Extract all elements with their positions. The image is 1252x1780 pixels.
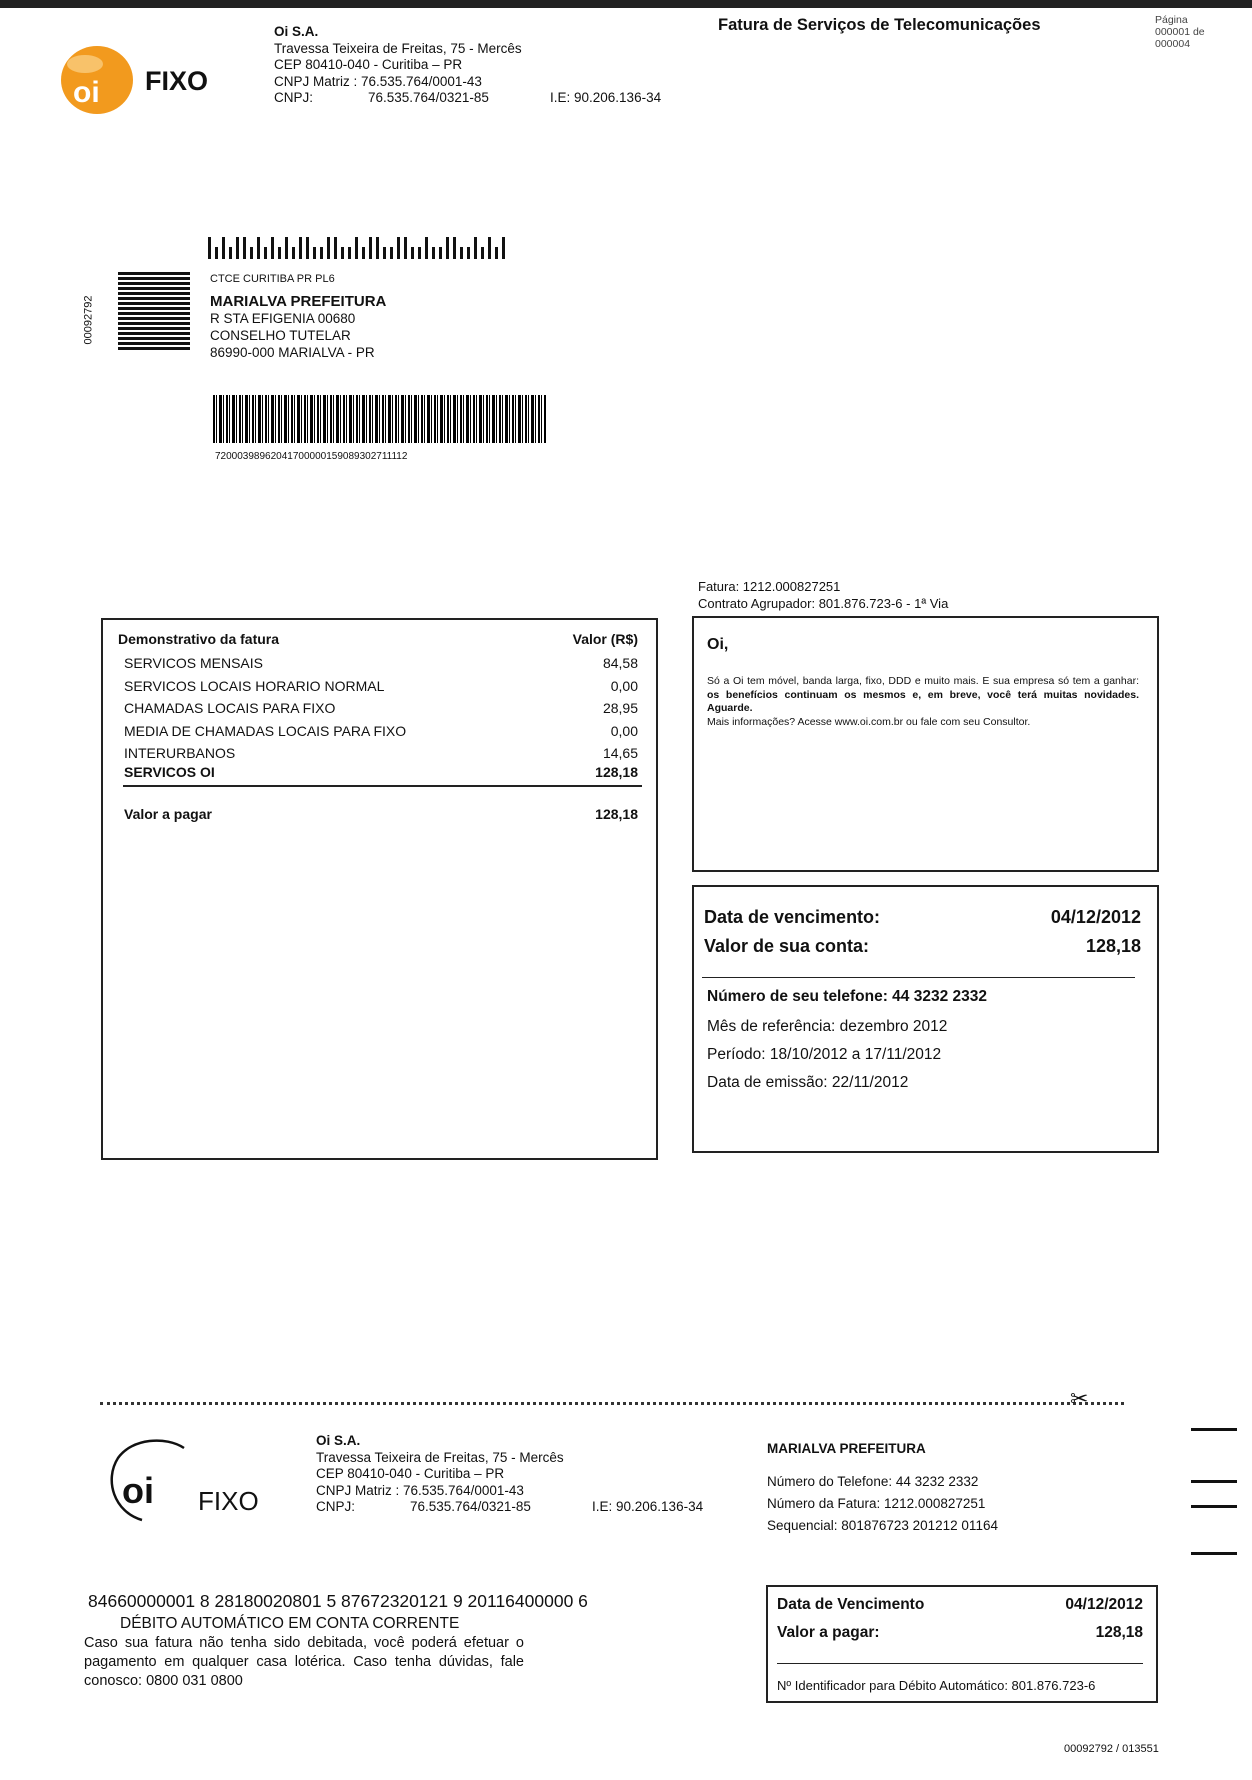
stub-issuer-cep: CEP 80410-040 - Curitiba – PR bbox=[316, 1466, 505, 1481]
statement-divider bbox=[123, 785, 642, 787]
statement-total-value: 128,18 bbox=[595, 764, 638, 780]
issuer-block bbox=[274, 24, 662, 107]
stub-issuer-cnpj-label: CNPJ: bbox=[316, 1499, 356, 1514]
statement-title: Demonstrativo da fatura bbox=[118, 631, 280, 647]
statement-row-value: 14,65 bbox=[602, 745, 638, 761]
recipient-street: R STA EFIGENIA 00680 bbox=[210, 311, 356, 326]
statement-row-value: 84,58 bbox=[602, 655, 638, 671]
stub-margin-marks bbox=[1191, 1428, 1237, 1555]
message-body bbox=[707, 675, 1139, 729]
statement-total-label: SERVICOS OI bbox=[124, 764, 215, 780]
phone-number: Número de seu telefone: 44 3232 2332 bbox=[707, 988, 987, 1005]
top-border bbox=[0, 0, 1252, 8]
sorting-code-mark bbox=[118, 272, 190, 350]
stub-invoice-number: Número da Fatura: 1212.000827251 bbox=[767, 1496, 986, 1511]
invoice-info bbox=[698, 578, 948, 612]
stub-debit-id: Nº Identificador para Débito Automático: 801.876.723-6 bbox=[777, 1678, 1096, 1693]
message-highlight: os benefícios continuam os mesmos e, em breve, você terá muitas novidades. Aguarde. bbox=[707, 688, 1139, 714]
scissors-icon: ✂ bbox=[1070, 1386, 1089, 1411]
stub-digit-line: 84660000001 8 28180020801 5 87672320121 9 20116400000 6 bbox=[88, 1591, 588, 1611]
stub-issuer-block bbox=[316, 1433, 704, 1516]
brand-fixo: FIXO bbox=[145, 66, 209, 96]
side-code: 00092792 bbox=[82, 295, 95, 345]
stub-issuer-ie: I.E: 90.206.136-34 bbox=[592, 1499, 704, 1514]
stub-debit-text: Caso sua fatura não tenha sido debitada, você poderá efetuar o pagamento em qualquer casa lotérica. Caso tenha dúvidas, fale conosco: 0800 031 0800 bbox=[84, 1635, 524, 1689]
recipient-name: MARIALVA PREFEITURA bbox=[210, 293, 387, 310]
reference-month: Mês de referência: dezembro 2012 bbox=[707, 1018, 948, 1035]
issuer-ie: I.E: 90.206.136-34 bbox=[550, 90, 662, 105]
invoice-number: Fatura: 1212.000827251 bbox=[698, 579, 841, 594]
stub-box-divider bbox=[777, 1663, 1143, 1664]
stub-customer-name: MARIALVA PREFEITURA bbox=[767, 1441, 926, 1456]
stub-due-label: Data de Vencimento bbox=[777, 1596, 925, 1613]
statement-row-label: CHAMADAS LOCAIS PARA FIXO bbox=[124, 700, 336, 716]
stub-issuer-company: Oi S.A. bbox=[316, 1433, 361, 1448]
statement-row bbox=[124, 675, 638, 698]
statement-row-label: SERVICOS LOCAIS HORARIO NORMAL bbox=[124, 677, 385, 694]
issuer-cnpj-label: CNPJ: bbox=[274, 90, 314, 105]
issue-date: Data de emissão: 22/11/2012 bbox=[707, 1074, 909, 1091]
stub-brand: FIXO bbox=[198, 1486, 259, 1516]
page-number: 000001 de bbox=[1155, 26, 1205, 38]
statement-row bbox=[124, 720, 638, 743]
contract-number: Contrato Agrupador: 801.876.723-6 - 1ª Via bbox=[698, 596, 949, 611]
statement-value-header: Valor (R$) bbox=[572, 631, 638, 647]
stub-payment-box bbox=[766, 1585, 1158, 1703]
issuer-cnpj-matriz: CNPJ Matriz : 76.535.764/0001-43 bbox=[274, 73, 482, 89]
due-date-value: 04/12/2012 bbox=[1050, 907, 1141, 927]
statement-row-value: 28,95 bbox=[602, 700, 638, 716]
stub-pay-value: 128,18 bbox=[1095, 1624, 1143, 1641]
recipient-block bbox=[210, 273, 386, 361]
statement-row-value: 0,00 bbox=[610, 722, 638, 739]
statement-box bbox=[101, 618, 658, 1160]
message-greeting: Oi, bbox=[707, 636, 729, 653]
statement-row-value: 0,00 bbox=[610, 677, 638, 694]
stub-pay-label: Valor a pagar: bbox=[777, 1624, 880, 1641]
message-more-info: Mais informações? Acesse www.oi.com.br ou fale com seu Consultor. bbox=[707, 715, 1031, 728]
stub-oi-logo-text: oi bbox=[122, 1470, 154, 1511]
stub-issuer-cnpj: 76.535.764/0321-85 bbox=[410, 1499, 531, 1514]
statement-row-label: SERVICOS MENSAIS bbox=[124, 655, 264, 671]
page-indicator bbox=[1155, 14, 1205, 50]
postnet-barcode bbox=[208, 237, 505, 259]
recipient-city: 86990-000 MARIALVA - PR bbox=[210, 345, 375, 360]
stub-phone: Número do Telefone: 44 3232 2332 bbox=[767, 1474, 979, 1489]
stub-issuer-address: Travessa Teixeira de Freitas, 75 - Mercês bbox=[316, 1449, 564, 1465]
statement-row-label: MEDIA DE CHAMADAS LOCAIS PARA FIXO bbox=[124, 722, 407, 739]
issuer-cnpj: 76.535.764/0321-85 bbox=[368, 90, 489, 105]
issuer-cep: CEP 80410-040 - Curitiba – PR bbox=[274, 57, 463, 72]
issuer-company: Oi S.A. bbox=[274, 24, 319, 39]
stub-oi-logo bbox=[104, 1434, 196, 1526]
summary-box bbox=[692, 885, 1159, 1153]
footer-code: 00092792 / 013551 bbox=[1064, 1743, 1159, 1755]
statement-row-label: INTERURBANOS bbox=[124, 745, 236, 761]
message-text: Só a Oi tem móvel, banda larga, fixo, DDD e muito mais. E sua empresa só tem a ganhar: bbox=[707, 675, 1139, 687]
amount-label: Valor de sua conta: bbox=[704, 936, 870, 956]
stub-customer-block bbox=[767, 1441, 998, 1537]
statement-items bbox=[124, 652, 638, 765]
statement-row bbox=[124, 742, 638, 765]
oi-logo bbox=[55, 42, 135, 120]
summary-divider bbox=[702, 977, 1135, 978]
amount-value: 128,18 bbox=[1085, 936, 1141, 956]
distribution-center: CTCE CURITIBA PR PL6 bbox=[210, 273, 335, 285]
stub-due-value: 04/12/2012 bbox=[1065, 1596, 1143, 1613]
due-date-label: Data de vencimento: bbox=[704, 907, 881, 927]
statement-row bbox=[124, 697, 638, 720]
message-box bbox=[692, 616, 1159, 872]
document-title: Fatura de Serviços de Telecomunicações bbox=[718, 16, 1041, 34]
statement-pay-label: Valor a pagar bbox=[124, 806, 212, 822]
stub-sequence: Sequencial: 801876723 201212 01164 bbox=[767, 1518, 998, 1533]
recipient-barcode bbox=[213, 395, 546, 443]
statement-pay-value: 128,18 bbox=[595, 806, 638, 822]
recipient-complement: CONSELHO TUTELAR bbox=[210, 328, 351, 343]
stub-debit-title: DÉBITO AUTOMÁTICO EM CONTA CORRENTE bbox=[120, 1615, 460, 1632]
cut-line bbox=[100, 1402, 1124, 1405]
oi-logo-text: oi bbox=[73, 76, 100, 109]
statement-row bbox=[124, 652, 638, 675]
stub-issuer-cnpj-matriz: CNPJ Matriz : 76.535.764/0001-43 bbox=[316, 1482, 524, 1498]
billing-period: Período: 18/10/2012 a 17/11/2012 bbox=[707, 1046, 942, 1063]
page-total: 000004 bbox=[1155, 38, 1191, 50]
recipient-barcode-number: 72000398962041700000159089302711112 bbox=[215, 451, 408, 462]
issuer-address: Travessa Teixeira de Freitas, 75 - Mercês bbox=[274, 40, 522, 56]
page-label: Página bbox=[1155, 14, 1188, 26]
